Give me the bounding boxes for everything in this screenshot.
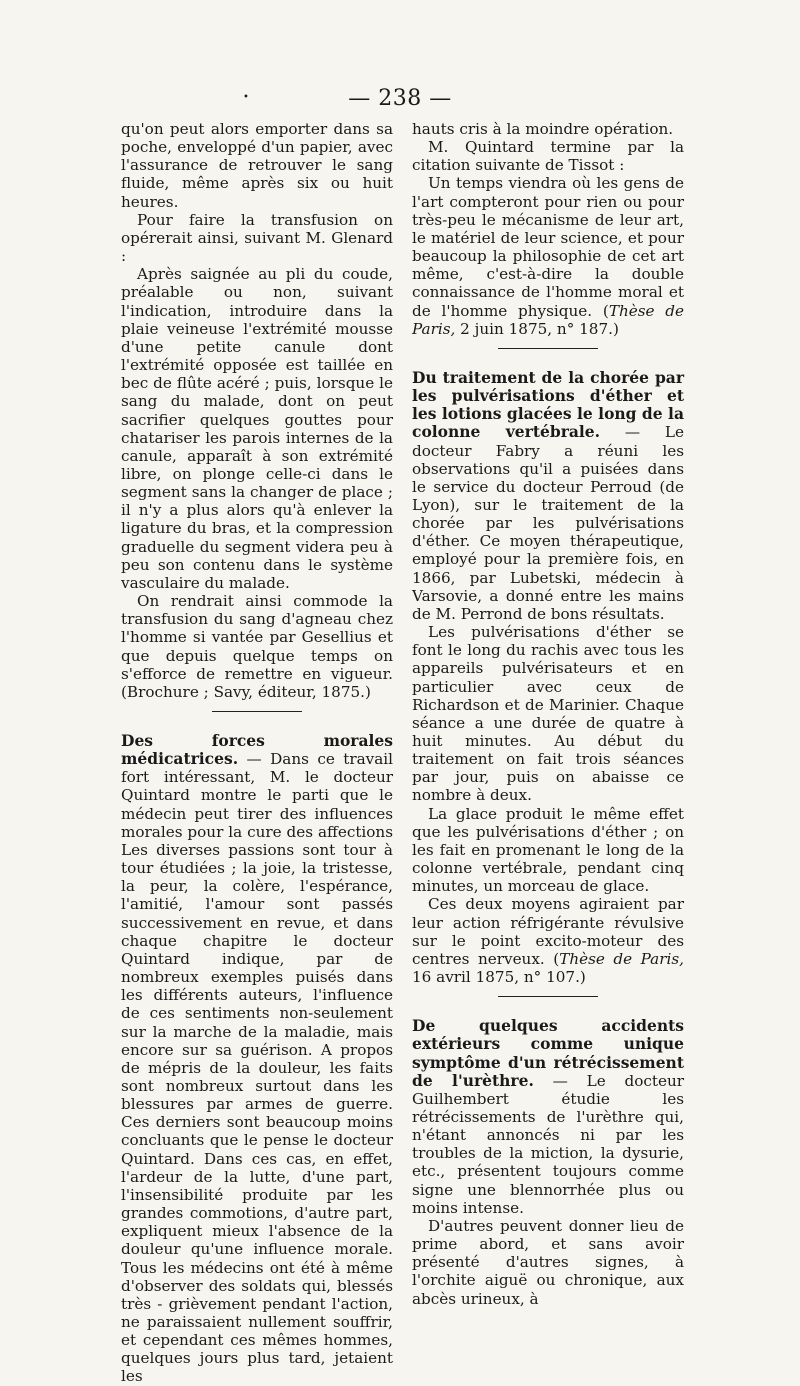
paragraph: La glace produit le même effet que les pulvérisations d'éther ; on les fait en promenant le long de la colonne vertébrale, pendant cinq minutes, un morceau de glace. [412,804,684,896]
paragraph: hauts cris à la moindre opération. [412,120,674,138]
page-mark: • [243,92,250,103]
paragraph: M. Quintard termine par la citation suivante de Tissot : [412,138,684,175]
paragraph: D'autres peuvent donner lieu de prime abord, et sans avoir présenté d'autres signes, à l'orchite aiguë ou chronique, aux abcès urineux, à [412,1216,684,1308]
paragraph: Les pulvérisations d'éther se font le long du rachis avec tous les appareils pulvérisateurs et en particulier avec ceux de Richardson et de Marinier. Chaque séance a une durée de quatre à huit minutes. Au début du traitement on fait trois séances par jour, puis on abaisse ce nombre à deux. [412,623,684,805]
page-number: — 238 — [348,86,452,111]
section-text: — Dans ce travail fort intéressant, M. le docteur Quintard montre le parti que le médecin peut tirer des influences morales pour la cure des affections Les diverses passions sont tour à tour étudiées ; la joie, la tristesse, la peur, la colère, l'espérance, l'amitié, l'amour sont passés successivement en revue, et dans chaque chapitre le docteur Quintard indique, par de nombreux exemples puisés dans les différents auteurs, l'influence de ces sentiments non-seulement sur la marche de la maladie, mais encore sur sa guérison. A propos de mépris de la douleur, les faits sont nombreux surtout dans les blessures par armes de guerre. Ces derniers sont beaucoup moins concluants que le pense le docteur Quintard. Dans ces cas, en effet, l'ardeur de la lutte, d'une part, l'insensibilité produite par les grandes commotions, d'autre part, expliquent mieux l'absence de la douleur qu'une influence morale. Tous les médecins ont été à même d'observer des soldats qui, blessés très - grièvement pendant l'action, ne paraissaient nullement souffrir, et cependant ces mêmes hommes, quelques jours plus tard, jetaient les [121,750,393,1386]
section-title: De quelques accidents extérieurs comme unique symptôme d'un rétrécissement de l'urèthre. [412,1016,684,1090]
paragraph: Pour faire la transfusion on opérerait ainsi, suivant M. Glenard : [121,210,393,266]
section-divider [498,348,598,349]
citation: Thèse de Paris, [412,301,684,338]
paragraph [412,895,684,986]
section-text: — Le docteur Guilhembert étudie les rétrécissements de l'urèthre qui, n'étant annoncés ni par les troubles de la miction, la dysurie, etc., présentent toujours comme signe une blennorrhée plus ou moins intense. [412,1071,685,1217]
citation-tail: 16 avril 1875, n° 107.) [412,968,586,987]
section-divider [498,996,598,997]
left-column [121,120,393,1386]
section-divider [212,711,302,712]
section-text: — Le docteur Fabry a réuni les observations qu'il a puisées dans le service du docteur Perroud (de Lyon), sur le traitement de la chorée par les pulvérisations d'éther. Ce moyen thérapeutique, employé pour la première fois, en 1866, par Lubetski, médecin à Varsovie, a donné entre les mains de M. Perrond de bons résultats. [412,423,684,623]
right-column [412,120,684,1308]
section-title: Du traitement de la chorée par les pulvérisations d'éther et les lotions glacées le long de la colonne vertébrale. [412,367,684,442]
quote-text: Un temps viendra où les gens de l'art compteront pour rien ou pour très-peu le mécanisme de leur art, le matériel de leur science, et pour beaucoup la philosophie de cet art même, c'est-à-dire la double connaissance de l'homme moral et de l'homme physique. ( [412,174,684,320]
page-header [0,86,800,111]
paragraph: qu'on peut alors emporter dans sa poche, enveloppé d'un papier, avec l'assurance de retrouver le sang fluide, même après six ou huit heures. [121,120,393,211]
citation: Thèse de Paris, [559,949,684,968]
section-title: Des forces morales médicatrices. [121,731,393,769]
paragraph-text: Ces deux moyens agiraient par leur action réfrigérante révulsive sur le point excito-moteur des centres nerveux. ( [412,895,684,968]
citation-tail: 2 juin 1875, n° 187.) [455,319,619,338]
paragraph [412,174,684,337]
paragraph: On rendrait ainsi commode la transfusion du sang d'agneau chez l'homme si vantée par Gesellius et que depuis quelque temps on s'efforce de remettre en vigueur. (Brochure ; Savy, éditeur, 1875.) [121,592,393,701]
paragraph: Après saignée au pli du coude, préalable ou non, suivant l'indication, introduire dans la plaie veineuse l'extrémité mousse d'une petite canule dont l'extrémité opposée est taillée en bec de flûte acéré ; puis, lorsque le sang du malade, dont on peut sacrifier quelques gouttes pour chatariser les parois internes de la canule, apparaît à son extrémité libre, on plonge celle-ci dans le segment sans la changer de place ; il n'y a plus alors qu'à enlever la ligature du bras, et la compression graduelle du segment videra peu à peu son contenu dans le système vasculaire du malade. [121,265,393,592]
